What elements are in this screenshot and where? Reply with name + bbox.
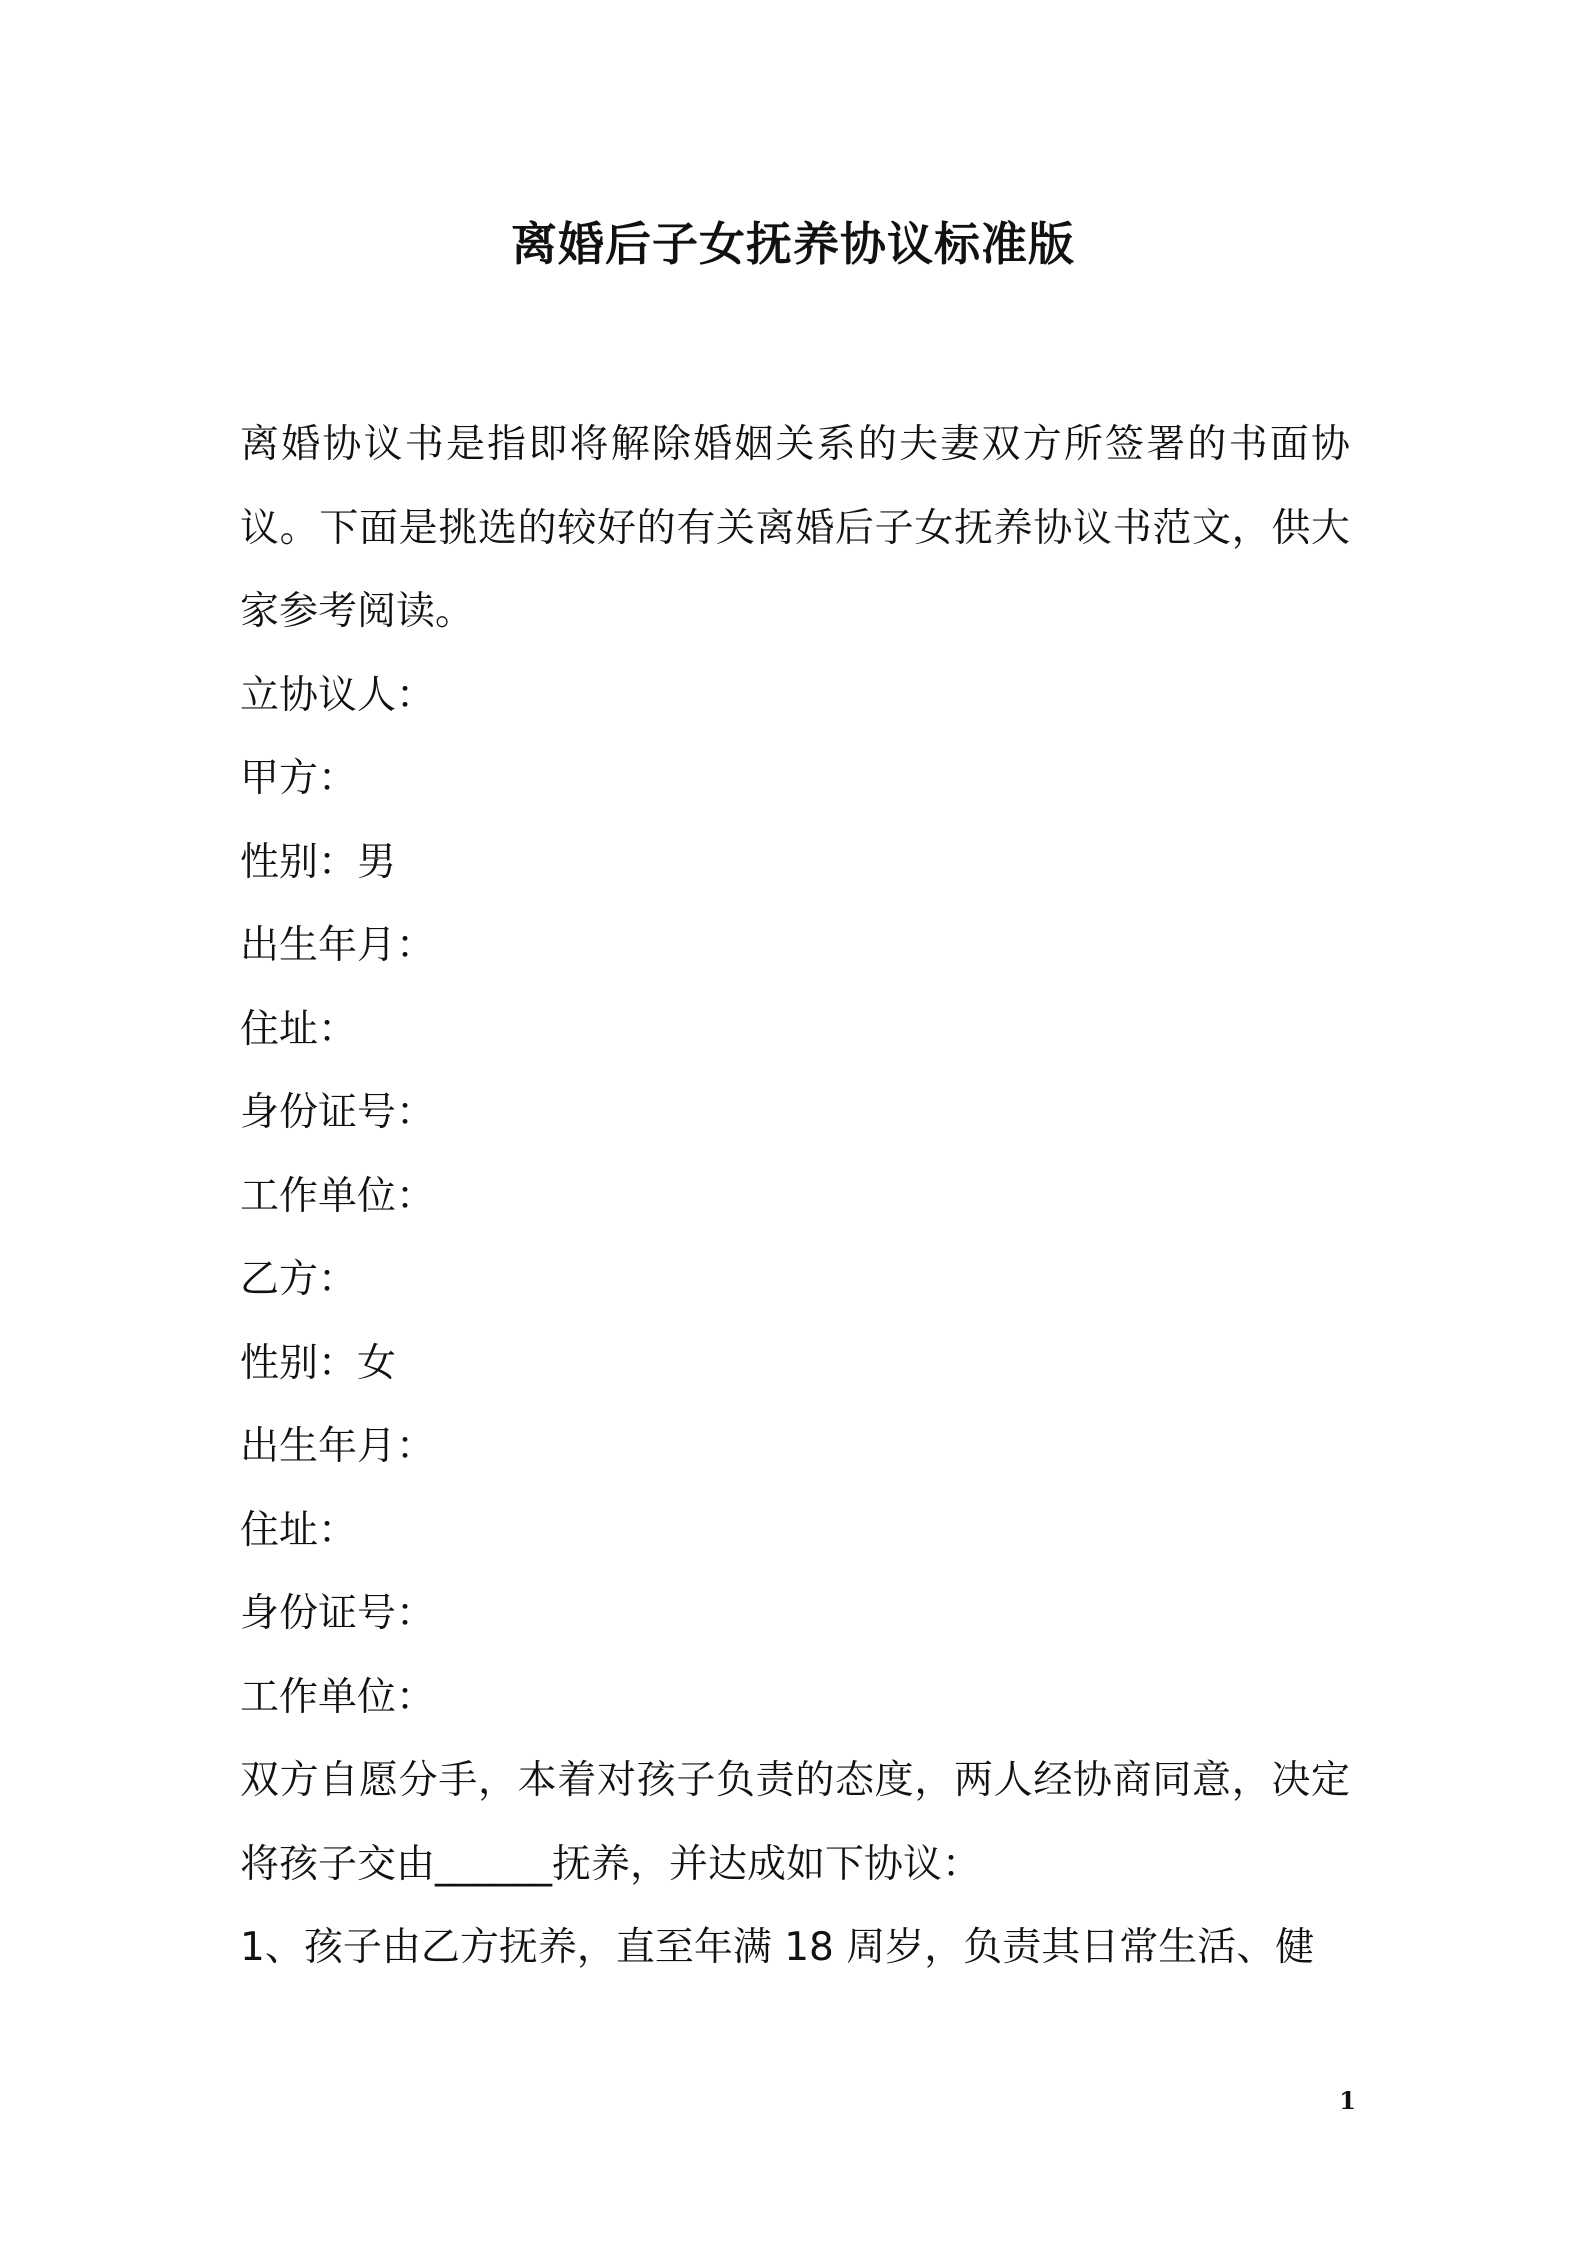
party-a-id-number: 身份证号： (240, 1090, 436, 1135)
party-a-employer: 工作单位： (240, 1173, 436, 1219)
party-b-address: 住址： (240, 1507, 358, 1553)
intro-paragraph: 离婚协议书是指即将解除婚姻关系的夫妻双方所签署的书面协议。下面是挑选的较好的有关离婚后子女抚养协议书范文，供大家参考阅读。 (240, 422, 1350, 634)
clause-1: 1、孩子由乙方抚养，直至年满 18 周岁，负责其日常生活、健 (240, 1925, 1315, 1970)
party-b-label: 乙方： (240, 1257, 358, 1302)
party-a-gender: 性别：男 (240, 839, 397, 885)
document-title: 离婚后子女抚养协议标准版 (511, 217, 1075, 271)
agreement-preamble: 双方自愿分手，本着对孩子负责的态度，两人经协商同意，决定将孩子交由______抚养，并达成如下协议： (240, 1758, 1350, 1887)
party-b-birth: 出生年月： (240, 1424, 436, 1469)
party-a-birth: 出生年月： (240, 923, 436, 968)
party-a-address: 住址： (240, 1006, 358, 1052)
party-b-gender: 性别：女 (240, 1340, 397, 1386)
document-body (240, 403, 1350, 1990)
party-a-label: 甲方： (240, 756, 358, 801)
parties-heading: 立协议人： (240, 672, 436, 718)
party-b-employer: 工作单位： (240, 1674, 436, 1720)
party-b-id-number: 身份证号： (240, 1591, 436, 1636)
page-number: 1 (1339, 2086, 1356, 2115)
